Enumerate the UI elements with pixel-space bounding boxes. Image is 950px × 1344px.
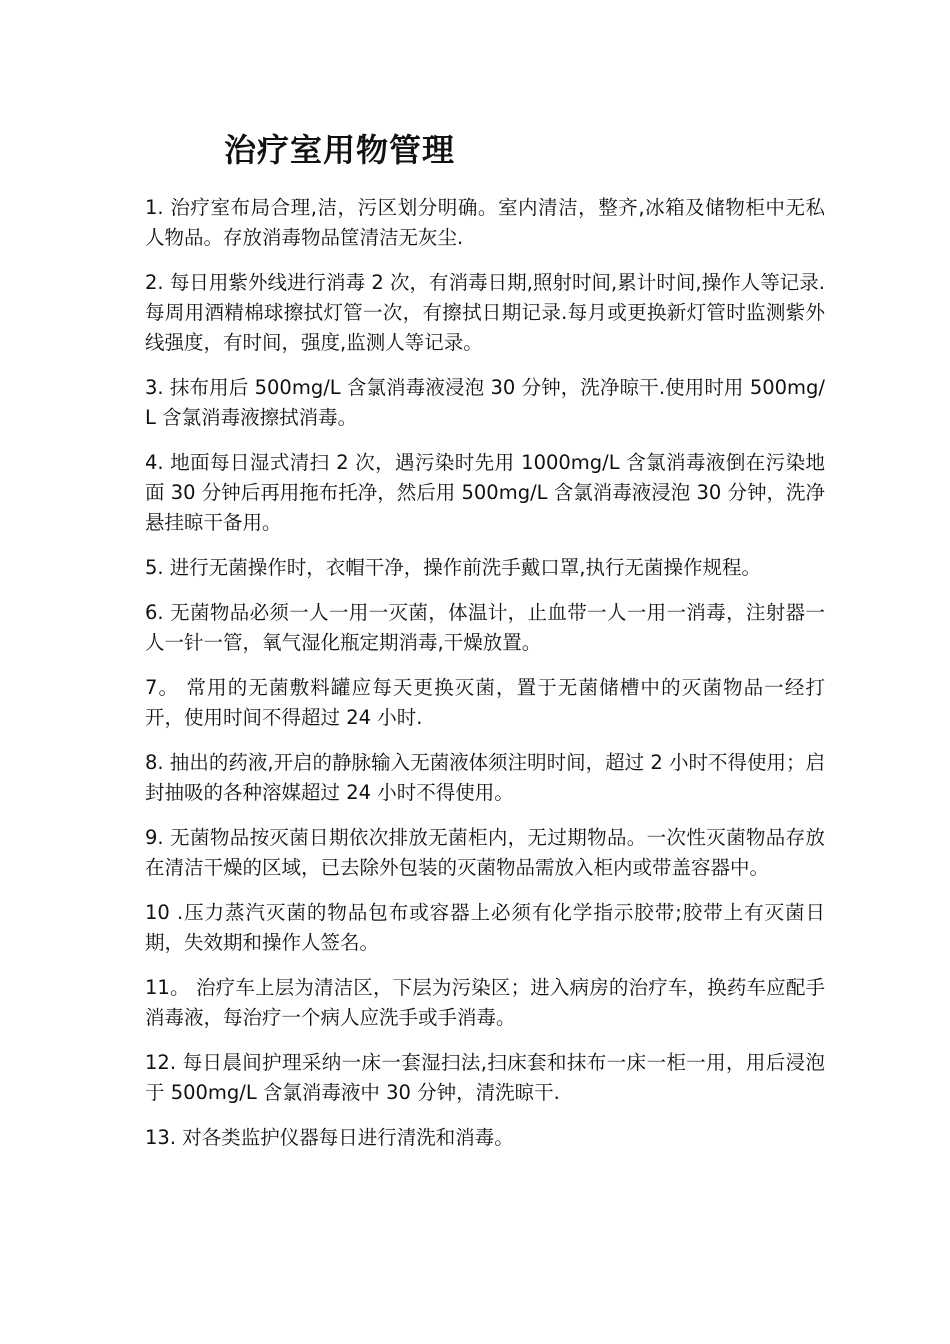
paragraph-4: 4. 地面每日湿式清扫 2 次，遇污染时先用 1000mg/L 含氯消毒液倒在污染地面 30 分钟后再用拖布托净，然后用 500mg/L 含氯消毒液浸泡 30 分钟，洗净悬挂晾干备用。 (145, 451, 825, 534)
paragraph-8: 8. 抽出的药液,开启的静脉输入无菌液体须注明时间，超过 2 小时不得使用；启封抽吸的各种溶媒超过 24 小时不得使用。 (145, 751, 825, 804)
paragraph-6: 6. 无菌物品必须一人一用一灭菌，体温计，止血带一人一用一消毒，注射器一人一针一管，氧气湿化瓶定期消毒,干燥放置。 (145, 601, 825, 654)
paragraph-12: 12. 每日晨间护理采纳一床一套湿扫法,扫床套和抹布一床一柜一用，用后浸泡于 500mg/L 含氯消毒液中 30 分钟，清洗晾干. (145, 1051, 825, 1104)
paragraph-3: 3. 抹布用后 500mg/L 含氯消毒液浸泡 30 分钟，洗净晾干.使用时用 500mg/L 含氯消毒液擦拭消毒。 (145, 376, 825, 429)
paragraph-9: 9. 无菌物品按灭菌日期依次排放无菌柜内，无过期物品。一次性灭菌物品存放在清洁干燥的区域，已去除外包装的灭菌物品需放入柜内或带盖容器中。 (145, 826, 825, 879)
document-body (145, 193, 825, 1168)
paragraph-1: 1. 治疗室布局合理,洁，污区划分明确。室内清洁，整齐,冰箱及储物柜中无私人物品。存放消毒物品筐清洁无灰尘. (145, 196, 825, 249)
document-title: 治疗室用物管理 (224, 131, 456, 169)
paragraph-11: 11。 治疗车上层为清洁区，下层为污染区；进入病房的治疗车，换药车应配手消毒液，每治疗一个病人应洗手或手消毒。 (145, 976, 825, 1029)
paragraph-13: 13. 对各类监护仪器每日进行清洗和消毒。 (145, 1126, 514, 1149)
paragraph-10: 10 .压力蒸汽灭菌的物品包布或容器上必须有化学指示胶带;胶带上有灭菌日期，失效期和操作人签名。 (145, 901, 825, 954)
paragraph-5: 5. 进行无菌操作时，衣帽干净，操作前洗手戴口罩,执行无菌操作规程。 (145, 556, 762, 579)
paragraph-7: 7。 常用的无菌敷料罐应每天更换灭菌，置于无菌储槽中的灭菌物品一经打开，使用时间不得超过 24 小时. (145, 676, 825, 729)
paragraph-2: 2. 每日用紫外线进行消毒 2 次，有消毒日期,照射时间,累计时间,操作人等记录.每周用酒精棉球擦拭灯管一次，有擦拭日期记录.每月或更换新灯管时监测紫外线强度，有时间，强度,监测人等记录。 (145, 271, 825, 354)
